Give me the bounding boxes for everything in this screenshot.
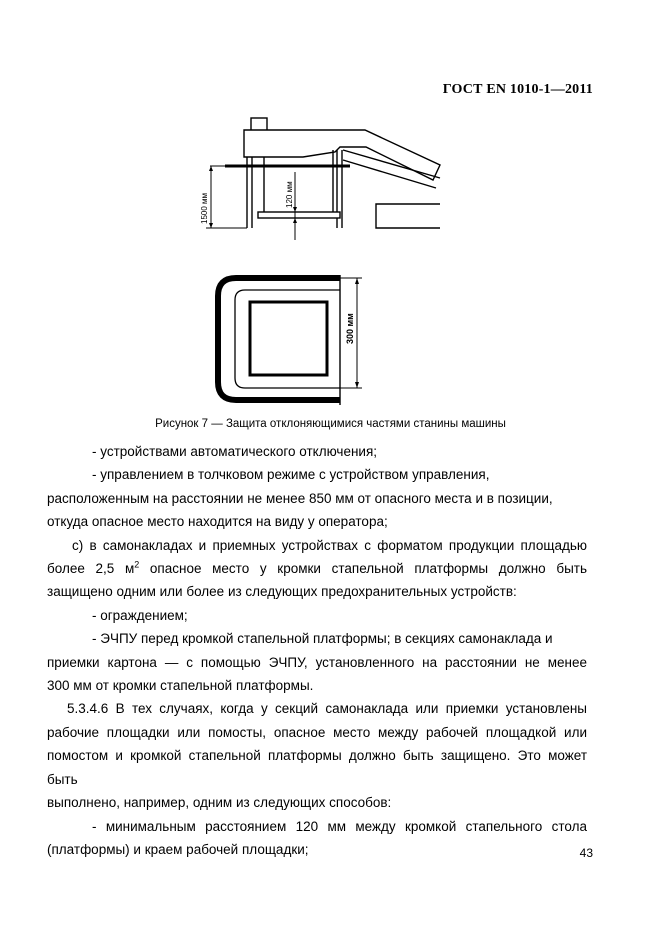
paragraph-line: расположенным на расстоянии не менее 850 мм от опасного места и в позиции, <box>47 490 553 506</box>
paragraph-line: приемки картона — с помощью ЭЧПУ, установленного на расстоянии не менее <box>47 654 587 670</box>
top-view-drawing <box>218 275 362 405</box>
paragraph-line: 300 мм от кромки стапельной платформы. <box>47 678 314 694</box>
paragraph-line: защищено одним или более из следующих предохранительных устройств: <box>47 584 517 600</box>
list-item: - ограждением; <box>92 607 188 623</box>
paragraph-line: выполнено, например, одним из следующих способов: <box>47 795 392 811</box>
list-item: - управлением в толчковом режиме с устройством управления, <box>92 467 490 483</box>
paragraph-line: помостом и кромкой стапельной платформы должно быть защищено. Это может быть <box>47 748 587 787</box>
text-span: более 2,5 м <box>47 561 135 577</box>
dim-120-label: 120 мм <box>285 181 294 208</box>
superscript: 2 <box>134 559 140 570</box>
side-view-drawing <box>206 118 440 240</box>
figure-caption: Рисунок 7 — Защита отклоняющимися частями станины машины <box>155 418 506 430</box>
document-header: ГОСТ EN 1010-1—2011 <box>442 82 593 97</box>
paragraph-line: 5.3.4.6 В тех случаях, когда у секций самонаклада или приемки установлены <box>67 701 587 717</box>
paragraph-line: рабочие площадки или помосты, опасное место между рабочей площадкой или <box>47 724 587 740</box>
paragraph-line: (платформы) и краем рабочей площадки; <box>47 841 309 857</box>
page-number: 43 <box>579 846 593 860</box>
figure-7 <box>0 0 661 410</box>
paragraph-line: откуда опасное место находится на виду у оператора; <box>47 514 388 530</box>
dim-300-label: 300 мм <box>345 313 355 344</box>
paragraph-line <box>47 557 587 580</box>
dim-1500-label: 1500 мм <box>200 192 209 224</box>
list-item: - минимальным расстоянием 120 мм между кромкой стапельного стола <box>92 818 587 834</box>
list-item: - устройствами автоматического отключения; <box>92 444 378 459</box>
list-item: - ЭЧПУ перед кромкой стапельной платформы; в секциях самонаклада и <box>92 631 553 647</box>
body-text <box>47 440 587 861</box>
text-span: опасное место у кромки стапельной платформы должно быть <box>139 561 587 577</box>
paragraph-line: с) в самонакладах и приемных устройствах с форматом продукции площадью <box>72 537 587 553</box>
